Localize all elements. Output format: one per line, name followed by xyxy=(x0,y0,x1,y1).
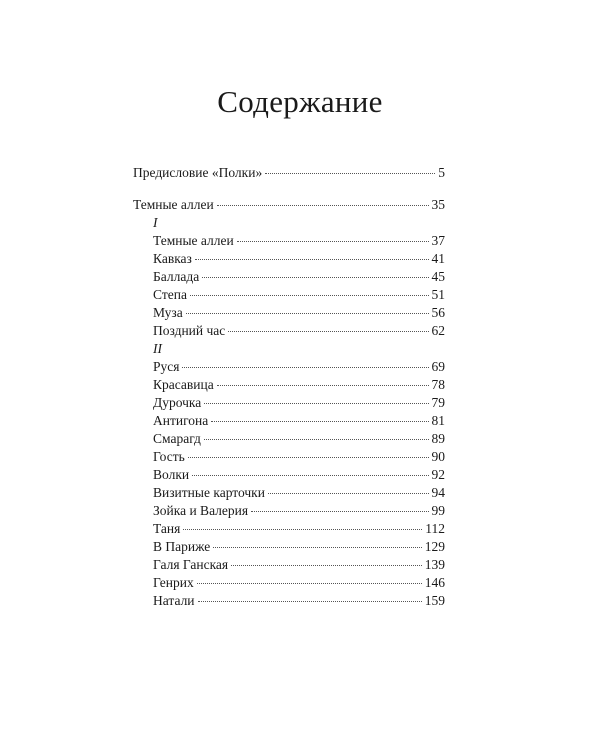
toc-entry-label: В Париже xyxy=(153,539,211,554)
toc-entry[interactable] xyxy=(133,484,445,502)
toc-entry[interactable] xyxy=(133,268,445,286)
toc-entry[interactable] xyxy=(133,232,445,250)
dot-leader xyxy=(204,439,429,440)
toc-entry[interactable] xyxy=(133,574,445,592)
toc-entry-page: 94 xyxy=(431,485,445,500)
toc-entry-label: Баллада xyxy=(153,269,200,284)
toc-entry[interactable] xyxy=(133,466,445,484)
page-title: Содержание xyxy=(217,84,383,119)
toc-entry-page: 51 xyxy=(431,287,445,302)
toc-entry[interactable] xyxy=(133,412,445,430)
toc-entry[interactable] xyxy=(133,286,445,304)
toc-entry[interactable] xyxy=(133,358,445,376)
toc-entry-page: 78 xyxy=(431,377,445,392)
dot-leader xyxy=(197,583,422,584)
toc-entry[interactable] xyxy=(133,448,445,466)
toc-entry-label: Степа xyxy=(153,287,187,302)
toc-entry-page: 45 xyxy=(431,269,445,284)
toc-entry-page: 159 xyxy=(424,593,445,608)
toc-entry-label: Муза xyxy=(153,305,183,320)
toc-entry-label: Зойка и Валерия xyxy=(153,503,249,518)
dot-leader xyxy=(217,385,429,386)
dot-leader xyxy=(192,475,428,476)
toc-entry-label: Темные аллеи xyxy=(153,233,234,248)
toc-entry-preface[interactable] xyxy=(133,164,445,182)
toc-entry-label: Натали xyxy=(153,593,195,608)
dot-leader xyxy=(204,403,428,404)
dot-leader xyxy=(195,259,429,260)
dot-leader xyxy=(211,421,428,422)
toc-entry-label: Красавица xyxy=(153,377,214,392)
dot-leader xyxy=(237,241,429,242)
toc-entry[interactable] xyxy=(133,538,445,556)
toc-entry[interactable] xyxy=(133,556,445,574)
toc-entry[interactable] xyxy=(133,304,445,322)
toc-entry-page: 35 xyxy=(431,197,445,212)
dot-leader xyxy=(231,565,422,566)
dot-leader xyxy=(265,173,435,174)
toc-entry-page: 56 xyxy=(431,305,445,320)
toc-entry-label: Волки xyxy=(153,467,190,482)
toc-entry-label: Антигона xyxy=(153,413,209,428)
toc-entry-page: 129 xyxy=(424,539,445,554)
section-heading-2: II xyxy=(153,341,162,356)
toc-entry-page: 90 xyxy=(431,449,445,464)
dot-leader xyxy=(188,457,429,458)
toc-entry-page: 37 xyxy=(431,233,445,248)
toc-entry-page: 112 xyxy=(425,521,445,536)
toc-entry-page: 146 xyxy=(424,575,445,590)
dot-leader xyxy=(228,331,428,332)
toc-entry[interactable] xyxy=(133,502,445,520)
section-heading-1: I xyxy=(153,215,158,230)
section-2-list xyxy=(133,358,445,610)
toc-entry-label: Галя Ганская xyxy=(153,557,229,572)
toc-entry-label: Таня xyxy=(153,521,181,536)
dot-leader xyxy=(186,313,429,314)
dot-leader xyxy=(251,511,428,512)
table-of-contents xyxy=(133,160,445,610)
section-1-list xyxy=(133,232,445,340)
toc-entry-page: 89 xyxy=(431,431,445,446)
dot-leader xyxy=(213,547,422,548)
toc-entry-page: 99 xyxy=(431,503,445,518)
dot-leader xyxy=(202,277,428,278)
toc-entry[interactable] xyxy=(133,394,445,412)
toc-entry-page: 139 xyxy=(424,557,445,572)
toc-entry-label: Предисловие «Полки» xyxy=(133,165,263,180)
toc-entry[interactable] xyxy=(133,250,445,268)
toc-entry[interactable] xyxy=(133,376,445,394)
toc-entry-page: 81 xyxy=(431,413,445,428)
toc-entry-page: 92 xyxy=(431,467,445,482)
toc-entry[interactable] xyxy=(133,592,445,610)
toc-entry-page: 69 xyxy=(431,359,445,374)
toc-entry-main[interactable] xyxy=(133,196,445,214)
toc-entry-label: Смарагд xyxy=(153,431,201,446)
toc-entry-page: 62 xyxy=(431,323,445,338)
toc-entry-label: Руся xyxy=(153,359,180,374)
dot-leader xyxy=(198,601,422,602)
toc-entry-label: Генрих xyxy=(153,575,194,590)
toc-entry-label: Поздний час xyxy=(153,323,226,338)
toc-entry-label: Темные аллеи xyxy=(133,197,214,212)
toc-entry-label: Гость xyxy=(153,449,185,464)
toc-entry[interactable] xyxy=(133,430,445,448)
toc-entry-page: 5 xyxy=(438,165,445,180)
dot-leader xyxy=(217,205,429,206)
toc-entry[interactable] xyxy=(133,520,445,538)
toc-entry-page: 79 xyxy=(431,395,445,410)
toc-entry[interactable] xyxy=(133,322,445,340)
toc-entry-label: Кавказ xyxy=(153,251,192,266)
toc-entry-label: Визитные карточки xyxy=(153,485,265,500)
dot-leader xyxy=(268,493,429,494)
toc-entry-label: Дурочка xyxy=(153,395,202,410)
dot-leader xyxy=(190,295,429,296)
toc-entry-page: 41 xyxy=(431,251,445,266)
dot-leader xyxy=(183,529,422,530)
dot-leader xyxy=(182,367,428,368)
